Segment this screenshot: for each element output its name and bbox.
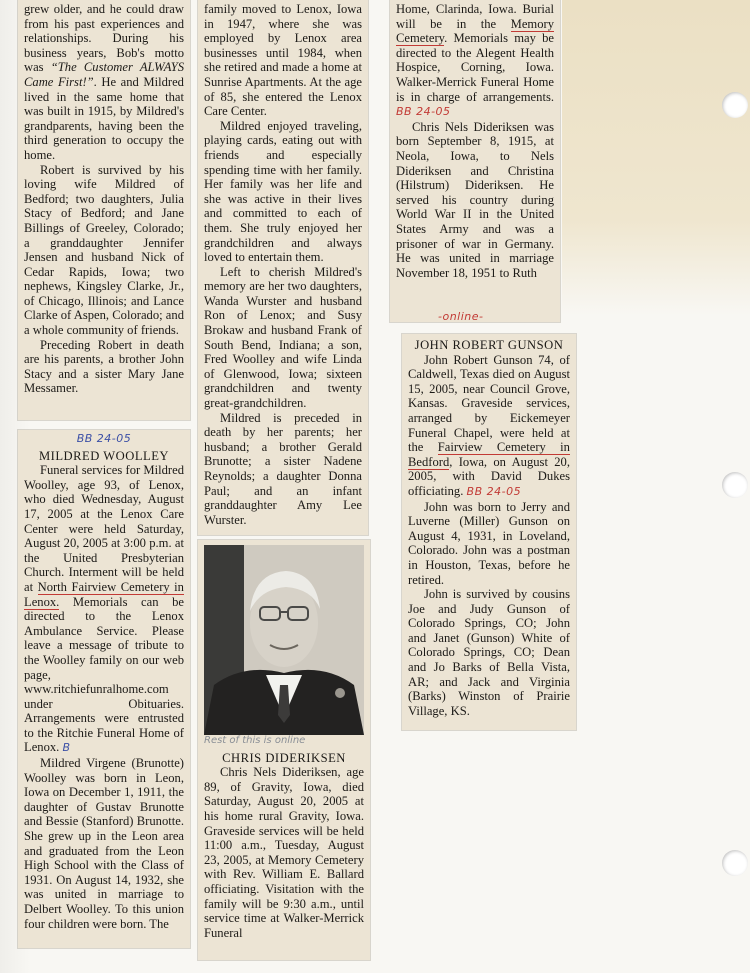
paragraph: John is survived by cousins Joe and Judy Gunson of Colorado Springs, CO; John and Janet (Gunson) White of Colorado Springs, CO; Dean and Jo Barks of Bella Vista, AR; and Jack and Virginia (Barks) Winston of Prairie Village, KS. <box>408 587 570 718</box>
paragraph: Robert is survived by his loving wife Mildred of Bedford; two daughters, Julia Stacy of Bedford; and Jane Billings of Greeley, Colorado; a granddaughter Jennifer Jensen and husband Nick of Cedar Rapids, Iowa; two nephews, Kingsley Clarke, Jr., of Chicago, Illinois; and Lance Clarke of Aspen, Colorado; and a whole community of friends. <box>24 162 184 338</box>
binder-hole <box>722 850 748 876</box>
clipping-robert-stacy <box>18 0 190 420</box>
paragraph: Chris Nels Dideriksen, age 89, of Gravity, Iowa, died Saturday, August 20, 2005 at his home rural Gravity, Iowa. Graveside services will be held 11:00 a.m., Tuesday, August 23, 2005, at Memory Cemetery with Rev. William E. Ballard officiating. Visitation with the family will be 9:30 a.m., until service time at Walker-Merrick Funeral <box>204 765 364 940</box>
paper-stain <box>562 0 750 315</box>
obituary-heading: JOHN ROBERT GUNSON <box>414 338 564 352</box>
paragraph: John Robert Gunson 74, of Caldwell, Texas died on August 15, 2005, near Council Grove, Kansas. Graveside services, arranged by Eickemeyer Funeral Chapel, were held at the Fairview Cemetery in Bedford, Iowa, on August 20, 2005, with David Dukes officiating. BB 24-05 <box>408 352 570 498</box>
margin-mark: B <box>62 741 71 755</box>
paragraph: grew older, and he could draw from his past experiences and relationships. During his business years, Bob's motto was “The Customer ALWAYS Came First!”. He and Mildred lived in the same home that was built in 1915, by Mildred's grandparents, having been the third generation to occupy the home. <box>24 2 184 162</box>
clipping-mildred-woolley <box>18 430 190 948</box>
clipping-mildred-continued <box>198 0 368 535</box>
obituary-heading: CHRIS DIDERIKSEN <box>222 750 346 765</box>
paragraph: Preceding Robert in death are his parents, a brother John Stacy and a sister Mary Jane Messamer. <box>24 337 184 396</box>
paragraph: Home, Clarinda, Iowa. Burial will be in the Memory Cemetery. Memorials may be directed to the Alegent Health Hospice, Corning, Iowa. Walker-Merrick Funeral Home is in charge of arrangements. BB 24-05 <box>396 2 554 119</box>
date-annotation: BB 24-05 <box>396 105 451 119</box>
pencil-annotation: Rest of this is online <box>204 735 306 746</box>
portrait-photo <box>204 545 364 735</box>
obituary-heading: MILDRED WOOLLEY <box>38 448 170 463</box>
binder-hole <box>722 92 748 118</box>
paragraph: Mildred enjoyed traveling, playing cards, eating out with friends and especially spending time with her family. Her family was her life and she was active in their lives and committed to each of them. She truly enjoyed her grandchildren and always loved to entertain them. <box>204 118 362 265</box>
paragraph: family moved to Lenox, Iowa in 1947, where she was employed by Lenox area businesses until 1984, when she retired and made a home at Sunrise Apartments. At the age of 85, she entered the Lenox Care Center. <box>204 2 362 119</box>
paragraph: Funeral services for Mildred Woolley, age 93, of Lenox, who died Wednesday, August 17, 2005 at the Lenox Care Center were held Saturday, August 20, 2005 at 3:00 p.m. at the United Presbyterian Church. Interment will be held at North Fairview Cemetery in Lenox. Memorials can be directed to the Lenox Ambulance Service. Please leave a message of tribute to the Woolley family on our web page, www.ritchiefunralhome.com under Obituaries. Arrangements were entrusted to the Ritchie Funeral Home of Lenox. B <box>24 463 184 755</box>
online-annotation: -online- <box>438 310 484 323</box>
paragraph: Left to cherish Mildred's memory are her two daughters, Wanda Wurster and husband Ron of Lenox; and Susy Brokaw and husband Frank of South Bend, Indiana; a son, Fred Woolley and wife Linda of Glenwood, Iowa; sixteen grandchildren and twenty great-grandchildren. <box>204 264 362 411</box>
paragraph: Mildred is preceded in death by her parents; her husband; a brother Gerald Brunotte; a sister Nadene Reynolds; a daughter Donna Paul; and an infant granddaughter Amy Lee Wurster. <box>204 410 362 527</box>
binder-hole <box>722 472 748 498</box>
portrait-illustration <box>204 545 364 735</box>
clipping-chris-continued <box>390 0 560 322</box>
clipping-john-robert-gunson <box>402 334 576 730</box>
paragraph: Chris Nels Dideriksen was born September 8, 1915, at Neola, Iowa, to Nels Dideriksen and Christina (Hilstrum) Dideriksen. He served his country during World War II in the United States Army and was a prisoner of war in Germany. He was united in marriage November 18, 1951 to Ruth <box>396 119 554 280</box>
paragraph: John was born to Jerry and Luverne (Miller) Gunson on August 4, 1931, in Loveland, Colorado. John was a postman in Houston, Texas, before he retired. <box>408 499 570 587</box>
paragraph: Mildred Virgene (Brunotte) Woolley was born in Leon, Iowa on December 1, 1911, the daughter of Gustav Brunotte and Bessie (Stanford) Brunotte. She grew up in the Leon area and graduated from the Leon High School with the Class of 1931. On August 14, 1932, she was united in marriage to Delbert Woolley. To this union four children were born. The <box>24 756 184 931</box>
date-annotation: BB 24-05 <box>466 484 522 498</box>
date-annotation: BB 24-05 <box>76 432 132 445</box>
